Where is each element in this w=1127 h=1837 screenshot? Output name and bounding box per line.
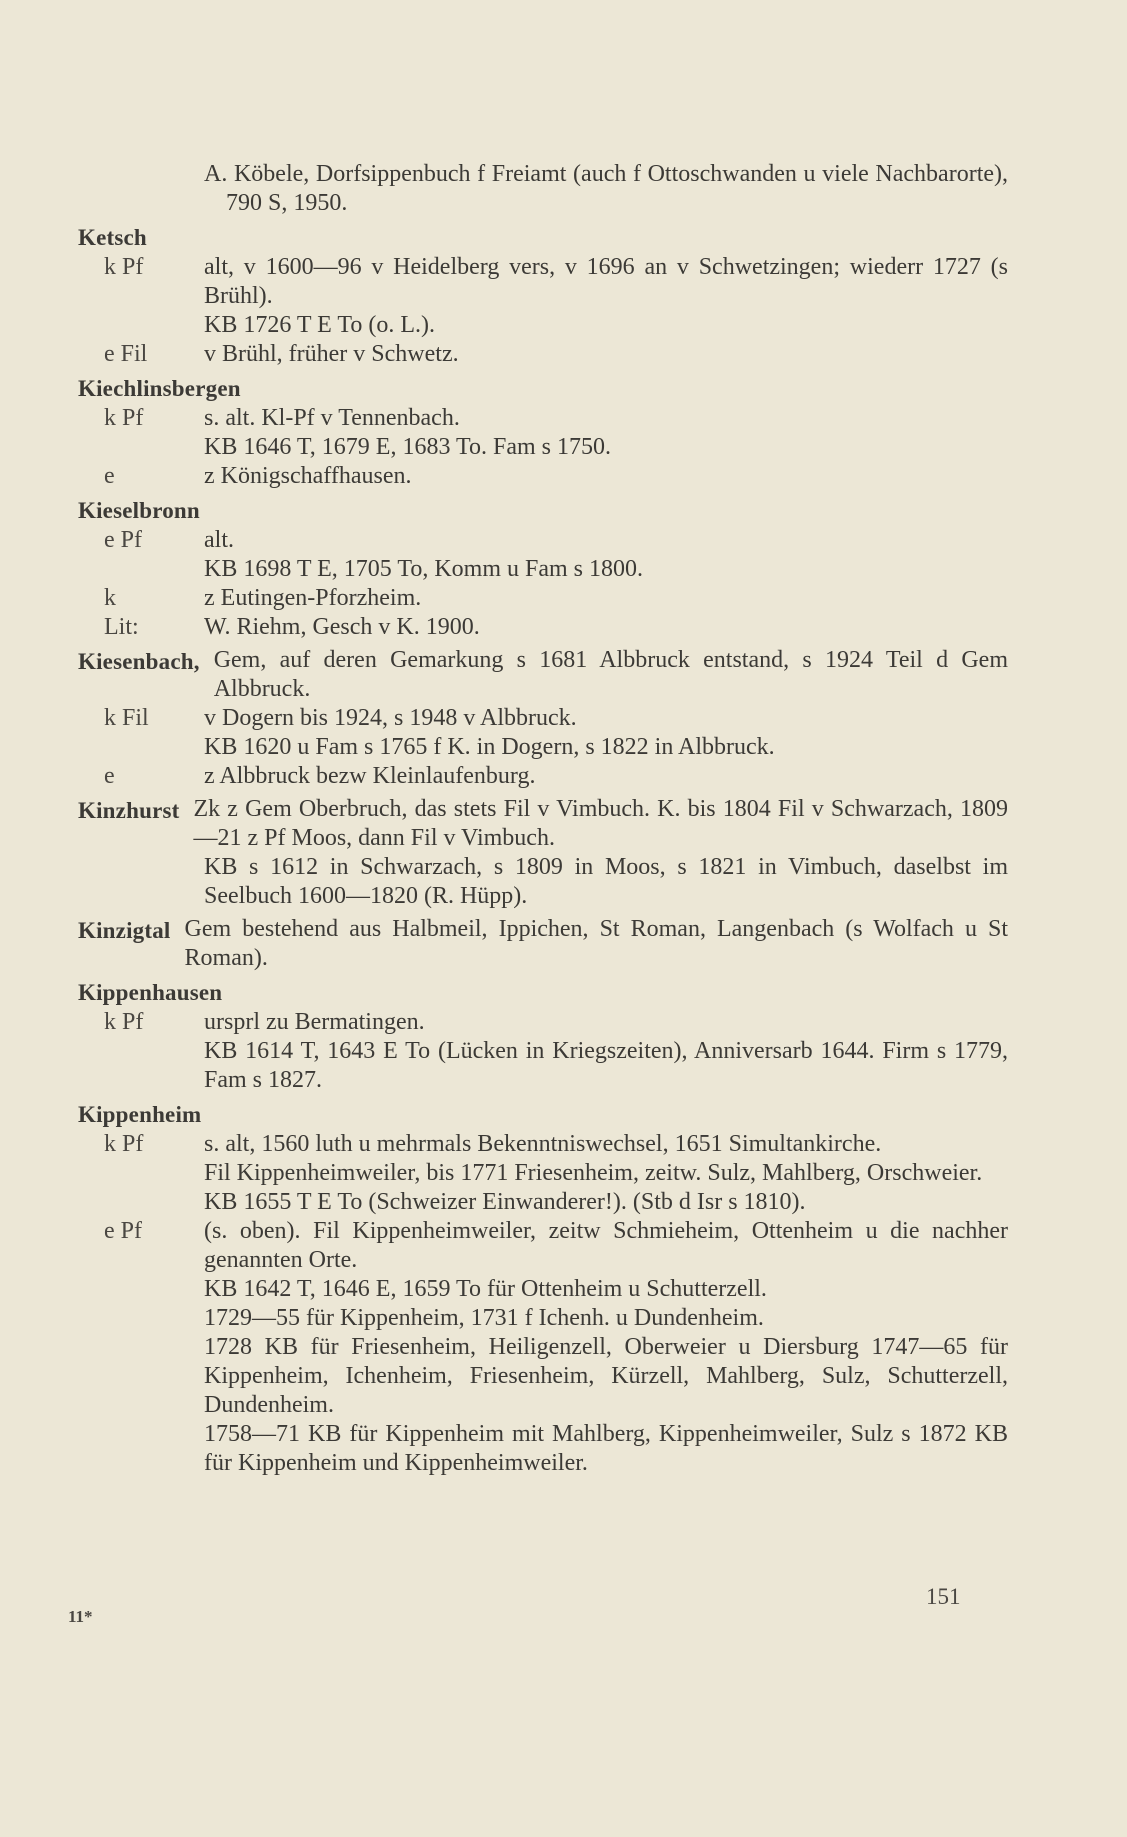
entry-label: k: [104, 585, 116, 611]
entry-kinzhurst: [78, 795, 1008, 911]
entry-heading: Kippenheim: [78, 1102, 202, 1127]
entry-heading: Kieselbronn: [78, 498, 200, 523]
entry-label: [78, 1333, 204, 1420]
page-content: [78, 160, 1008, 1478]
entry-label: e Pf: [104, 1218, 142, 1244]
entry-label: e Fil: [104, 341, 148, 367]
entry-kiechlinsbergen: [78, 373, 1008, 491]
entry-text: KB 1642 T, 1646 E, 1659 To für Ottenheim u Schutterzell.: [204, 1276, 767, 1302]
entry-label: [78, 733, 204, 762]
entry-heading: Ketsch: [78, 225, 147, 250]
entry-text: z Königschaffhausen.: [204, 463, 412, 489]
entry-text: KB 1646 T, 1679 E, 1683 To. Fam s 1750.: [204, 434, 612, 460]
entry-text: alt, v 1600—96 v Heidelberg vers, v 1696 an v Schwetzingen; wiederr 1727 (s Brühl).: [204, 254, 1008, 309]
entry-text: W. Riehm, Gesch v K. 1900.: [204, 614, 480, 640]
page-number: 151: [926, 1584, 961, 1609]
entry-label: [78, 1304, 204, 1333]
entry-kiesenbach: [78, 646, 1008, 791]
entry-text: (s. oben). Fil Kippenheimweiler, zeitw Schmieheim, Ottenheim u die nachher genannten Orte.: [204, 1218, 1008, 1273]
entry-text: 1758—71 KB für Kippenheim mit Mahlberg, Kippenheimweiler, Sulz s 1872 KB für Kippenheim und Kippenheimweiler.: [204, 1421, 1008, 1476]
entry-kieselbronn: [78, 495, 1008, 642]
entry-text: 1728 KB für Friesenheim, Heiligenzell, Oberweier u Diersburg 1747—65 für Kippenheim, Ichenheim, Friesenheim, Kürzell, Mahlberg, Sulz, Schutterzell, Dundenheim.: [204, 1334, 1008, 1418]
entry-kippenheim: [78, 1099, 1008, 1478]
entry-text: KB 1655 T E To (Schweizer Einwanderer!). (Stb d Isr s 1810).: [204, 1189, 806, 1215]
entry-text: s. alt. Kl-Pf v Tennenbach.: [204, 405, 460, 431]
entry-text: s. alt, 1560 luth u mehrmals Bekenntniswechsel, 1651 Simultankirche.: [204, 1131, 882, 1157]
entry-text: KB 1614 T, 1643 E To (Lücken in Kriegszeiten), Anniversarb 1644. Firm s 1779, Fam s 1827.: [204, 1038, 1008, 1093]
entry-label: [78, 1275, 204, 1304]
entry-heading: Kinzhurst: [78, 798, 180, 823]
entry-heading: Kiechlinsbergen: [78, 376, 241, 401]
entry-text: v Brühl, früher v Schwetz.: [204, 341, 459, 367]
entry-label: [78, 311, 204, 340]
entry-label: [78, 1420, 204, 1478]
entry-label: k Fil: [104, 705, 149, 731]
entry-label: k Pf: [104, 1131, 144, 1157]
entry-label: [78, 853, 204, 911]
entry-text: ursprl zu Bermatingen.: [204, 1009, 425, 1035]
entry-text: alt.: [204, 527, 234, 553]
entry-label: [78, 1159, 204, 1188]
entry-heading: Kippenhausen: [78, 980, 223, 1005]
entry-text: z Albbruck bezw Kleinlaufenburg.: [204, 763, 536, 789]
entry-label: k Pf: [104, 254, 144, 280]
signature-mark: 11*: [68, 1607, 93, 1626]
entry-intro-text: Zk z Gem Oberbruch, das stets Fil v Vimbuch. K. bis 1804 Fil v Schwarzach, 1809—21 z Pf Moos, dann Fil v Vimbuch.: [193, 796, 1008, 851]
entry-ketsch: [78, 222, 1008, 369]
entry-label: [78, 433, 204, 462]
entry-label: e: [104, 463, 115, 489]
intro-reference: A. Köbele, Dorfsippenbuch f Freiamt (auch f Ottoschwanden u viele Nachbarorte), 790 S, 1950.: [204, 161, 1008, 216]
entry-label: Lit:: [104, 614, 139, 640]
entry-label: [78, 1037, 204, 1095]
entry-text: v Dogern bis 1924, s 1948 v Albbruck.: [204, 705, 577, 731]
entry-intro-text: Gem, auf deren Gemarkung s 1681 Albbruck entstand, s 1924 Teil d Gem Albbruck.: [213, 647, 1008, 702]
entry-kippenhausen: [78, 977, 1008, 1095]
entry-label: e Pf: [104, 527, 142, 553]
entry-heading: Kinzigtal: [78, 918, 171, 943]
entry-label: k Pf: [104, 405, 144, 431]
entry-text: KB 1726 T E To (o. L.).: [204, 312, 435, 338]
entry-text: KB 1620 u Fam s 1765 f K. in Dogern, s 1822 in Albbruck.: [204, 734, 775, 760]
entry-text: Fil Kippenheimweiler, bis 1771 Friesenheim, zeitw. Sulz, Mahlberg, Orschweier.: [204, 1160, 983, 1186]
entry-label: e: [104, 763, 115, 789]
entry-label: [78, 1188, 204, 1217]
entry-heading: Kiesenbach,: [78, 649, 200, 674]
entry-text: z Eutingen-Pforzheim.: [204, 585, 422, 611]
entry-intro-text: Gem bestehend aus Halbmeil, Ippichen, St Roman, Langenbach (s Wolfach u St Roman).: [184, 916, 1008, 971]
entry-label: k Pf: [104, 1009, 144, 1035]
entry-text: 1729—55 für Kippenheim, 1731 f Ichenh. u Dundenheim.: [204, 1305, 764, 1331]
entry-text: KB 1698 T E, 1705 To, Komm u Fam s 1800.: [204, 556, 644, 582]
entry-text: KB s 1612 in Schwarzach, s 1809 in Moos, s 1821 in Vimbuch, daselbst im Seelbuch 1600—1820 (R. Hüpp).: [204, 854, 1008, 909]
entry-kinzigtal: [78, 915, 1008, 973]
entry-label: [78, 555, 204, 584]
